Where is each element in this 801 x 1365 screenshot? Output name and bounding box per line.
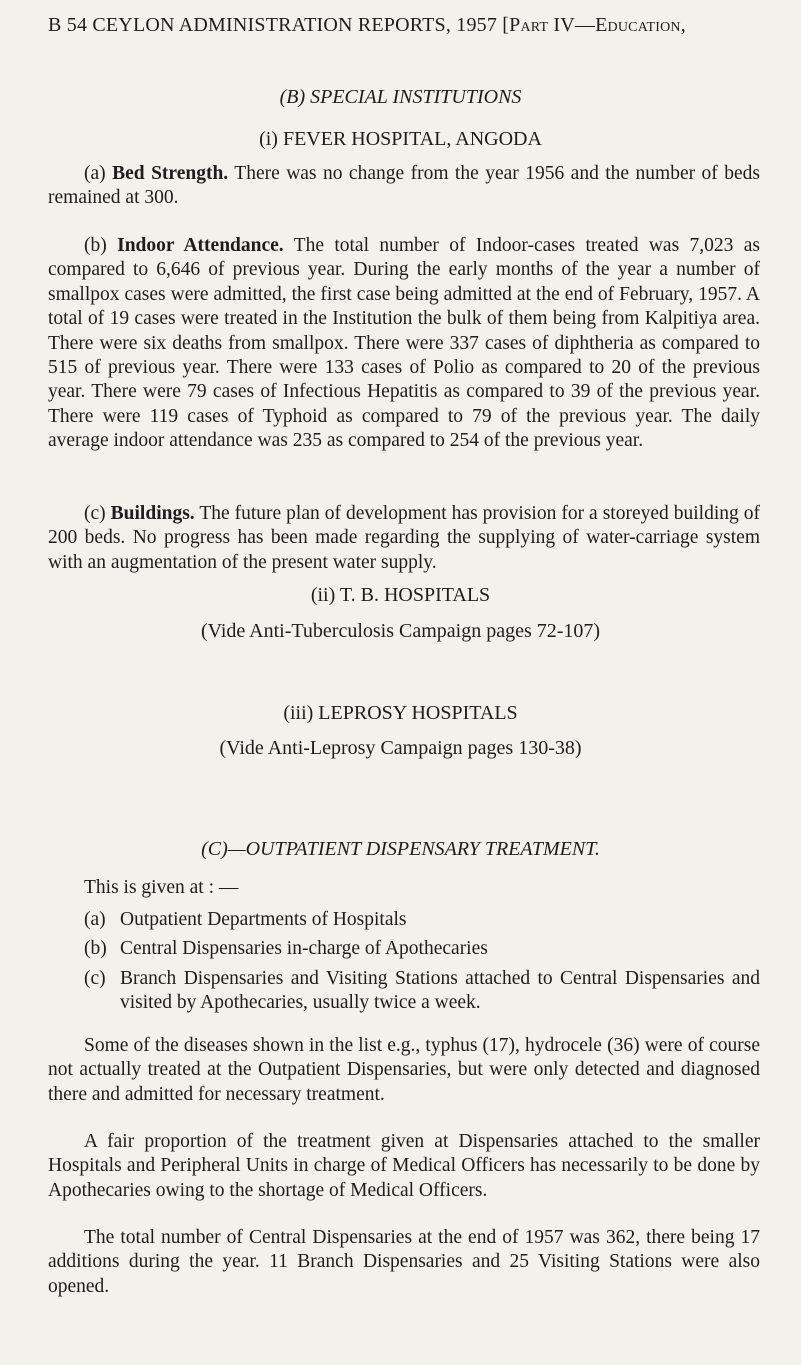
leprosy-hospitals-heading: (iii) LEPROSY HOSPITALS xyxy=(283,702,518,724)
leprosy-hospitals-note: (Vide Anti-Leprosy Campaign pages 130-38) xyxy=(219,737,582,759)
list-item-text: Central Dispensaries in-charge of Apothecaries xyxy=(120,938,488,960)
buildings-title: Buildings. xyxy=(110,503,195,524)
buildings-label: (c) xyxy=(84,503,106,524)
list-item-mark: (c) xyxy=(84,967,106,989)
indoor-attendance-label: (b) xyxy=(84,235,107,256)
bed-strength-title: Bed Strength. xyxy=(112,163,229,184)
indoor-attendance-title: Indoor Attendance. xyxy=(117,235,284,256)
list-item xyxy=(84,967,760,1016)
treatment-proportion-paragraph: A fair proportion of the treatment given at Dispensaries attached to the smaller Hospitals and Peripheral Units in charge of Medical Officers has necessarily to be done by Apothecaries owing to the shortage of Medical Officers. xyxy=(48,1131,760,1201)
bed-strength-paragraph xyxy=(48,162,760,211)
outpatient-intro: This is given at : — xyxy=(84,877,239,898)
report-title: CEYLON ADMINISTRATION REPORTS, 1957 xyxy=(92,14,498,36)
header-dash: — xyxy=(574,14,596,36)
tb-hospitals-note: (Vide Anti-Tuberculosis Campaign pages 72-107) xyxy=(200,620,601,642)
buildings-paragraph xyxy=(48,502,760,575)
dispensary-totals-paragraph: The total number of Central Dispensaries at the end of 1957 was 362, there being 17 additions during the year. 11 Branch Dispensaries and 25 Visiting Stations were also opened. xyxy=(48,1227,760,1297)
buildings-text: The future plan of development has provision for a storeyed building of 200 beds. No progress has been made regarding the supplying of water-carriage system with an augmentation of the present water supply. xyxy=(48,503,760,573)
list-item-mark: (b) xyxy=(84,938,107,960)
bed-strength-text: There was no change from the year 1956 and the number of beds remained at 300. xyxy=(48,163,760,209)
section-label: Education xyxy=(595,14,681,36)
part-bracket: [ xyxy=(502,14,510,36)
header-trail: , xyxy=(680,14,686,36)
part-label: Part IV xyxy=(509,14,575,36)
list-item xyxy=(84,908,760,932)
fever-hospital-heading: (i) FEVER HOSPITAL, ANGODA xyxy=(259,128,542,150)
list-item-text: Branch Dispensaries and Visiting Stations attached to Central Dispensaries and visited by Apothecaries, usually twice a week. xyxy=(120,967,760,1014)
special-institutions-heading: (B) SPECIAL INSTITUTIONS xyxy=(279,86,522,108)
running-header xyxy=(48,14,788,37)
bed-strength-label: (a) xyxy=(84,163,106,184)
indoor-attendance-paragraph xyxy=(48,234,760,454)
list-item-text: Outpatient Departments of Hospitals xyxy=(120,909,407,930)
list-item-mark: (a) xyxy=(84,909,106,930)
list-item xyxy=(84,937,760,961)
tb-hospitals-heading: (ii) T. B. HOSPITALS xyxy=(310,584,491,606)
outpatient-heading: (C)—OUTPATIENT DISPENSARY TREATMENT. xyxy=(201,838,600,860)
indoor-attendance-text: The total number of Indoor-cases treated was 7,023 as compared to 6,646 of previous year. During the early months of the year a number of smallpox cases were admitted, the first case being admitted at the end of February, 1957. A total of 19 cases were treated in the Institution the bulk of them being from Kalpitiya area. There were six deaths from smallpox. There were 337 cases of diphtheria as compared to 515 of previous year. There were 133 cases of Polio as compared to 20 of the previous year. There were 79 cases of Infectious Hepatitis as compared to 39 of the previous year. There were 119 cases of Typhoid as compared to 79 of the previous year. The daily average indoor attendance was 235 as compared to 254 of the previous year. xyxy=(48,235,760,452)
page-reference: B 54 xyxy=(48,14,88,36)
outpatient-list xyxy=(84,908,760,1021)
diseases-paragraph: Some of the diseases shown in the list e.g., typhus (17), hydrocele (36) were of course not actually treated at the Outpatient Dispensaries, but were only detected and diagnosed there and admitted for necessary treatment. xyxy=(48,1035,760,1105)
